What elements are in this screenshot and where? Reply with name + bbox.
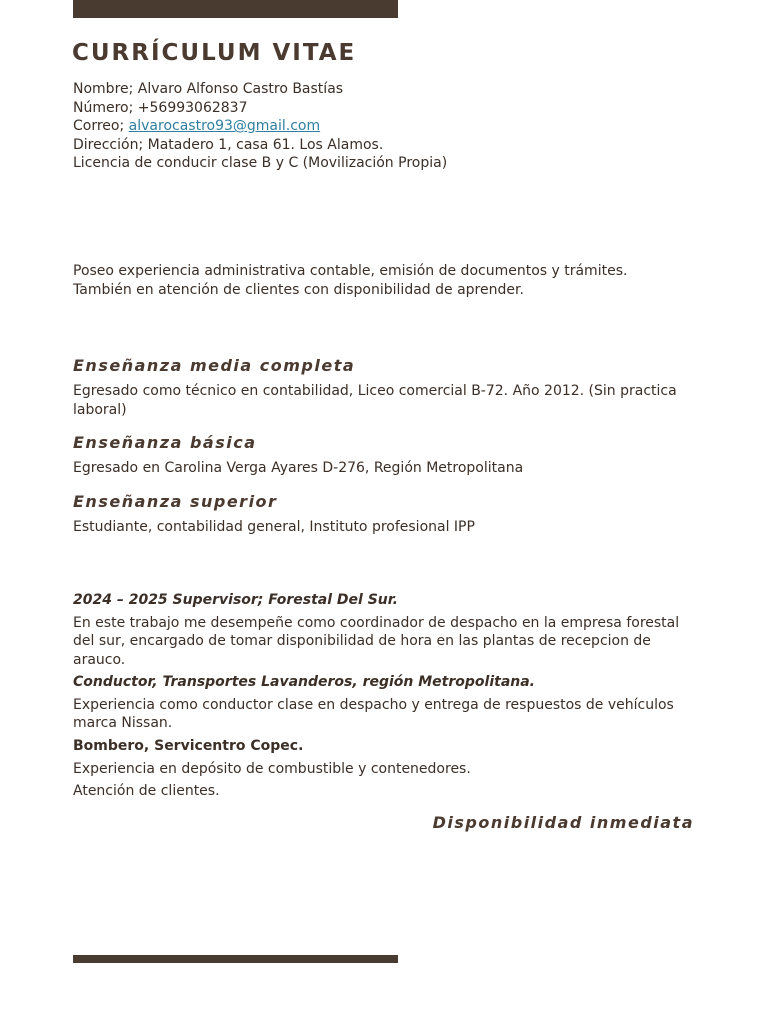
contact-address: Dirección; Matadero 1, casa 61. Los Alamos. <box>73 136 384 153</box>
experience-item <box>73 673 698 733</box>
experience-heading: Conductor, Transportes Lavanderos, región Metropolitana. <box>73 674 535 690</box>
top-decorative-bar <box>73 0 398 18</box>
experience-text: Atención de clientes. <box>73 783 220 799</box>
experience-text: Experiencia en depósito de combustible y contenedores. <box>73 760 471 777</box>
education-heading: Enseñanza media completa <box>73 356 356 375</box>
contact-email-label: Correo; <box>73 118 129 135</box>
education-text: Egresado en Carolina Verga Ayares D-276, Región Metropolitana <box>73 460 524 476</box>
contact-license: Licencia de conducir clase B y C (Movilización Propia) <box>73 155 448 172</box>
profile-summary <box>73 262 703 300</box>
experience-heading: Bombero, Servicentro Copec. <box>73 738 304 754</box>
page-title: CURRÍCULUM VITAE <box>72 40 357 66</box>
contact-email-row <box>73 117 447 136</box>
contact-name: Nombre; Alvaro Alfonso Castro Bastías <box>73 81 344 97</box>
experience-item <box>73 737 698 801</box>
availability-note: Disponibilidad inmediata <box>432 813 694 832</box>
email-link[interactable]: alvarocastro93@gmail.com <box>128 118 321 135</box>
summary-line: También en atención de clientes con disponibilidad de aprender. <box>73 282 524 298</box>
education-text: Estudiante, contabilidad general, Instituto profesional IPP <box>73 519 475 535</box>
experience-heading: 2024 – 2025 Supervisor; Forestal Del Sur. <box>73 592 398 608</box>
contact-phone: Número; +56993062837 <box>73 99 248 116</box>
bottom-decorative-bar <box>73 955 398 963</box>
education-heading: Enseñanza superior <box>73 492 278 511</box>
experience-text: Experiencia como conductor clase en despacho y entrega de respuestos de vehículos marca Nissan. <box>73 696 674 731</box>
summary-line: Poseo experiencia administrativa contable, emisión de documentos y trámites. <box>73 263 628 279</box>
contact-block <box>73 80 447 173</box>
education-text: Egresado como técnico en contabilidad, Liceo comercial B-72. Año 2012. (Sin practica laboral) <box>73 383 677 418</box>
experience-text: En este trabajo me desempeñe como coordinador de despacho en la empresa forestal del sur, encargado de tomar disponibilidad de hora en las plantas de recepcion de arauco. <box>73 614 680 668</box>
experience-item <box>73 591 698 669</box>
education-heading: Enseñanza básica <box>73 433 257 452</box>
